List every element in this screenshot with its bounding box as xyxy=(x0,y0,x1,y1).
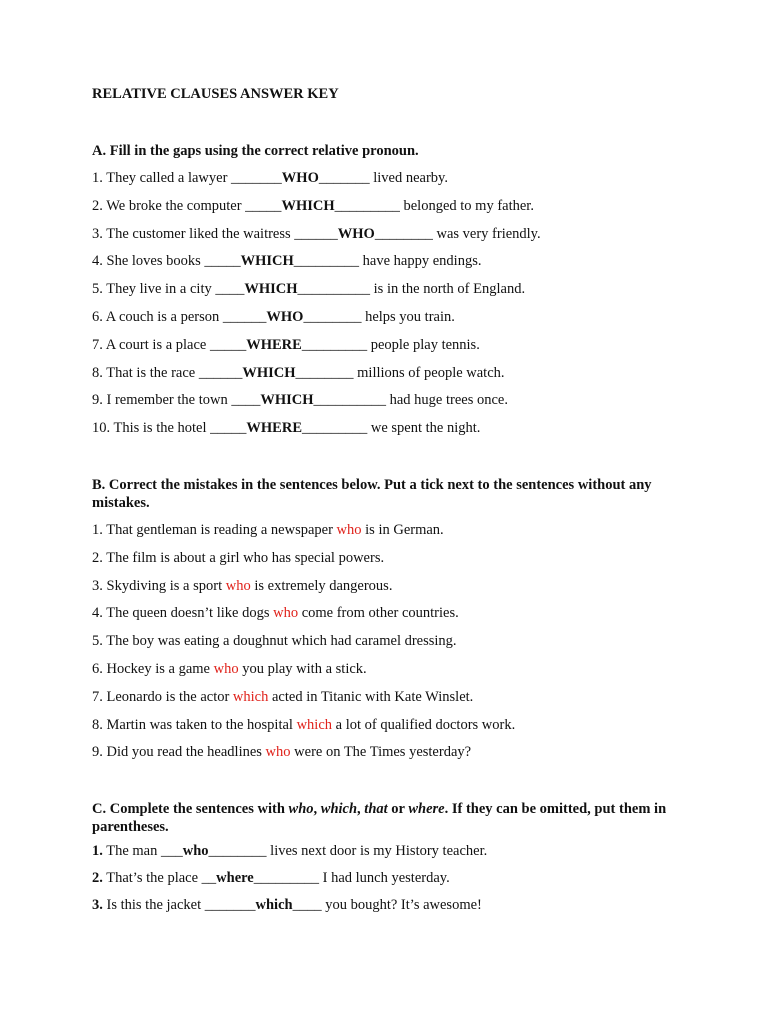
answer: WHICH xyxy=(260,392,314,409)
list-item: 4. She loves books _____WHICH_________ have happy endings. xyxy=(92,253,482,270)
list-item: 2. The film is about a girl who has special powers. xyxy=(92,549,385,566)
section-c-heading: C. Complete the sentences with who, which, that or where. If they can be omitted, put them in parentheses. xyxy=(92,801,667,835)
list-item: 9. I remember the town ____WHICH__________ had huge trees once. xyxy=(92,392,508,409)
list-item: 1. That gentleman is reading a newspaper who is in German. xyxy=(92,522,444,538)
list-item: 2. That’s the place __where_________ I had lunch yesterday. xyxy=(92,870,450,886)
answer: WHO xyxy=(266,308,304,325)
mistake-word: who xyxy=(265,744,291,761)
answer: WHO xyxy=(281,170,319,186)
mistake-word: who xyxy=(213,660,239,677)
mistake-word: which xyxy=(232,688,269,705)
list-item: 1. The man ___who________ lives next door is my History teacher. xyxy=(92,843,488,859)
section-a-heading: A. Fill in the gaps using the correct relative pronoun. xyxy=(92,143,419,159)
section-b-list xyxy=(92,522,515,772)
document-title: RELATIVE CLAUSES ANSWER KEY xyxy=(92,86,339,102)
list-item: 7. A court is a place _____WHERE_________ people play tennis. xyxy=(92,336,480,353)
answer: who xyxy=(182,843,209,859)
answer: WHERE xyxy=(246,336,302,353)
mistake-word: who xyxy=(336,522,362,538)
answer: WHERE xyxy=(246,420,302,437)
section-b-heading: B. Correct the mistakes in the sentences below. Put a tick next to the sentences without any mistakes. xyxy=(92,477,652,511)
list-item: 4. The queen doesn’t like dogs who come from other countries. xyxy=(92,605,459,622)
list-item: 8. That is the race ______WHICH________ millions of people watch. xyxy=(92,364,505,381)
list-item: 3. Skydiving is a sport who is extremely dangerous. xyxy=(92,577,393,594)
answer: WHICH xyxy=(281,197,335,214)
list-item: 8. Martin was taken to the hospital which a lot of qualified doctors work. xyxy=(92,716,516,733)
list-item: 9. Did you read the headlines who were on The Times yesterday? xyxy=(92,744,472,761)
answer: WHICH xyxy=(242,364,296,381)
list-item: 1. They called a lawyer _______WHO_______ lived nearby. xyxy=(92,170,448,186)
answer: which xyxy=(255,897,293,913)
section-a-list xyxy=(92,170,541,448)
list-item: 3. The customer liked the waitress ______WHO________ was very friendly. xyxy=(92,225,541,242)
answer: WHICH xyxy=(240,253,294,270)
list-item: 6. A couch is a person ______WHO________ helps you train. xyxy=(92,308,455,325)
list-item: 3. Is this the jacket _______which____ you bought? It’s awesome! xyxy=(92,897,482,913)
list-item: 6. Hockey is a game who you play with a stick. xyxy=(92,660,367,677)
answer: WHO xyxy=(337,225,375,242)
list-item: 2. We broke the computer _____WHICH_________ belonged to my father. xyxy=(92,197,534,214)
answer: where xyxy=(216,870,254,886)
mistake-word: which xyxy=(296,716,333,733)
answer: WHICH xyxy=(244,281,298,298)
list-item: 7. Leonardo is the actor which acted in Titanic with Kate Winslet. xyxy=(92,688,474,705)
mistake-word: who xyxy=(273,605,299,622)
list-item: 5. They live in a city ____WHICH__________ is in the north of England. xyxy=(92,281,526,298)
list-item: 5. The boy was eating a doughnut which had caramel dressing. xyxy=(92,633,457,650)
mistake-word: who xyxy=(225,577,251,594)
section-c-list xyxy=(92,843,487,924)
list-item: 10. This is the hotel _____WHERE_________ we spent the night. xyxy=(92,420,481,437)
